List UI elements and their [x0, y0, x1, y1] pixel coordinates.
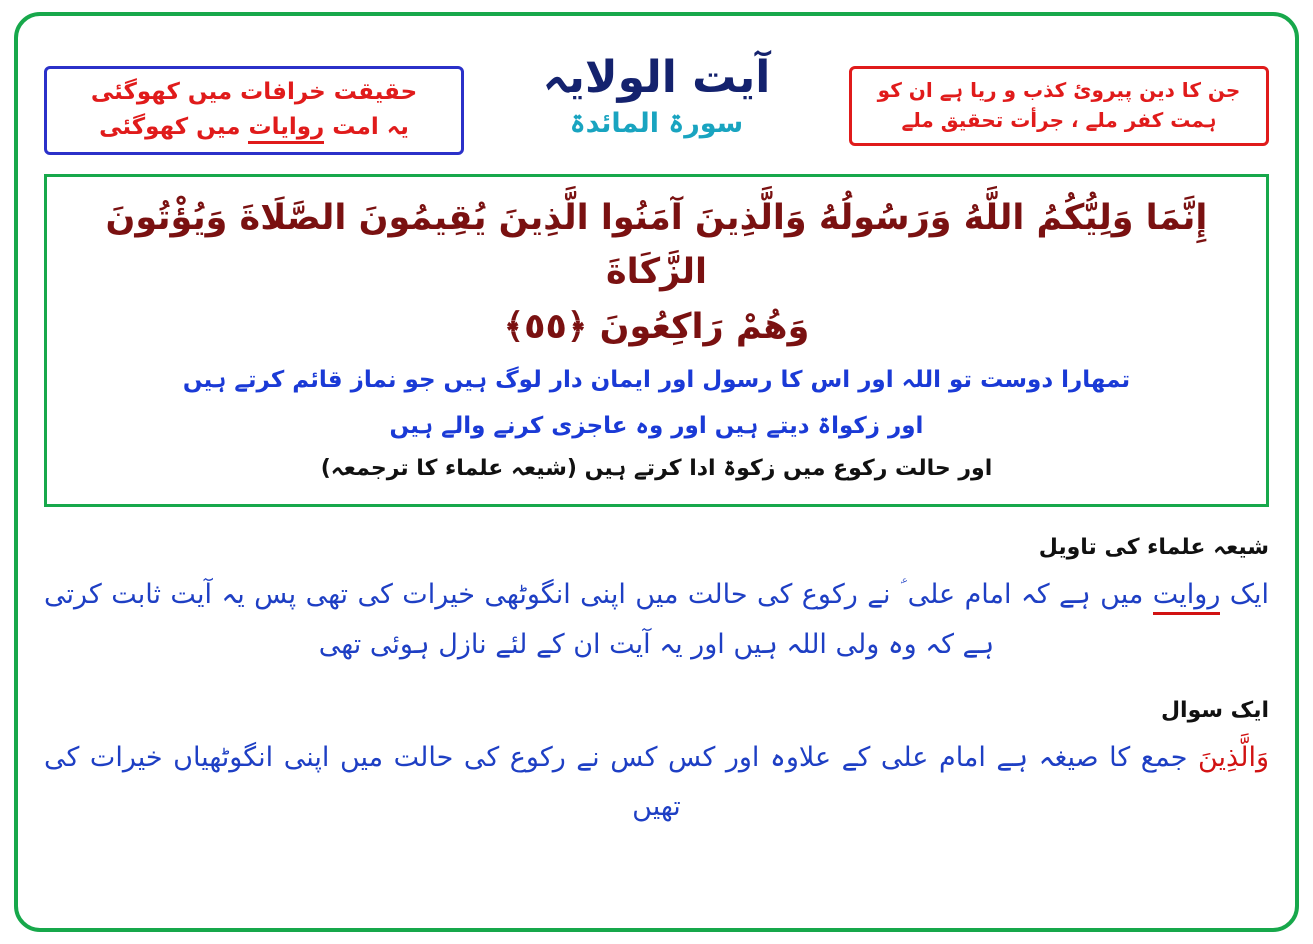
section-body-emphasis: روایت — [1153, 579, 1221, 615]
slogan-line-2-pre: یہ امت — [324, 113, 409, 140]
ayah-translation-line-2: اور زکواۃ دیتے ہیں اور وہ عاجزی کرنے والے ہیں — [389, 413, 924, 439]
slogan-line-2 — [59, 110, 449, 145]
couplet-line-1: جن کا دین پیروئ کذب و ریا ہے ان کو — [877, 78, 1241, 102]
page-content — [44, 38, 1269, 914]
ayah-arabic-line-2: وَهُمْ رَاكِعُونَ ﴿٥٥﴾ — [503, 306, 810, 347]
slogan-box — [44, 66, 464, 155]
section-body-post: جمع کا صیغہ ہے امام علی کے علاوہ اور کس کس نے رکوع کی حالت میں اپنی انگوٹھیاں خیرات کی تھیں — [44, 741, 1198, 823]
section-body-emphasis: وَالَّذِينَ — [1197, 741, 1269, 773]
page-title: آیت الولایہ — [542, 52, 771, 103]
ayah-translation-line-3: اور حالت رکوع میں زکوۃ ادا کرتے ہیں (شیعہ علماء کا ترجمعہ) — [320, 456, 993, 482]
section-question — [44, 698, 1269, 833]
section-body — [44, 570, 1269, 670]
ayah-translation-line-1: تمھارا دوست تو اللہ اور اس کا رسول اور ایمان دار لوگ ہیں جو نماز قائم کرتے ہیں — [182, 366, 1131, 393]
section-heading: شیعہ علماء کی تاویل — [1038, 534, 1269, 560]
section-body-pre: ایک — [1220, 578, 1269, 610]
slogan-line-1: حقیقت خرافات میں کھوگئی — [90, 79, 418, 105]
section-body — [44, 733, 1269, 833]
section-body-post: میں ہے کہ امام علی ؑ نے رکوع کی حالت میں اپنی انگوٹھی خیرات کی تھی پس یہ آیت ثابت کرتی ہے کہ وہ ولی اللہ ہیں اور یہ آیت ان کے لئے نازل ہوئی تھی — [44, 578, 1153, 660]
slogan-line-2-post: میں کھوگئی — [99, 113, 249, 140]
section-heading: ایک سوال — [1160, 697, 1269, 723]
header — [44, 38, 1269, 158]
ayah-arabic-line-1: إِنَّمَا وَلِيُّكُمُ اللَّهُ وَرَسُولُهُ وَالَّذِينَ آمَنُوا الَّذِينَ يُقِيمُونَ الصَّلَاةَ وَيُؤْتُونَ الزَّكَاةَ — [105, 198, 1208, 293]
slogan-line-2-emphasis: روایات — [248, 114, 324, 144]
couplet-line-2: ہمت کفر ملے ، جرأت تحقیق ملے — [901, 108, 1217, 132]
page-subtitle: سورۃ المائدۃ — [569, 108, 744, 140]
section-shia-interpretation — [44, 535, 1269, 670]
ayah-box — [44, 174, 1269, 507]
